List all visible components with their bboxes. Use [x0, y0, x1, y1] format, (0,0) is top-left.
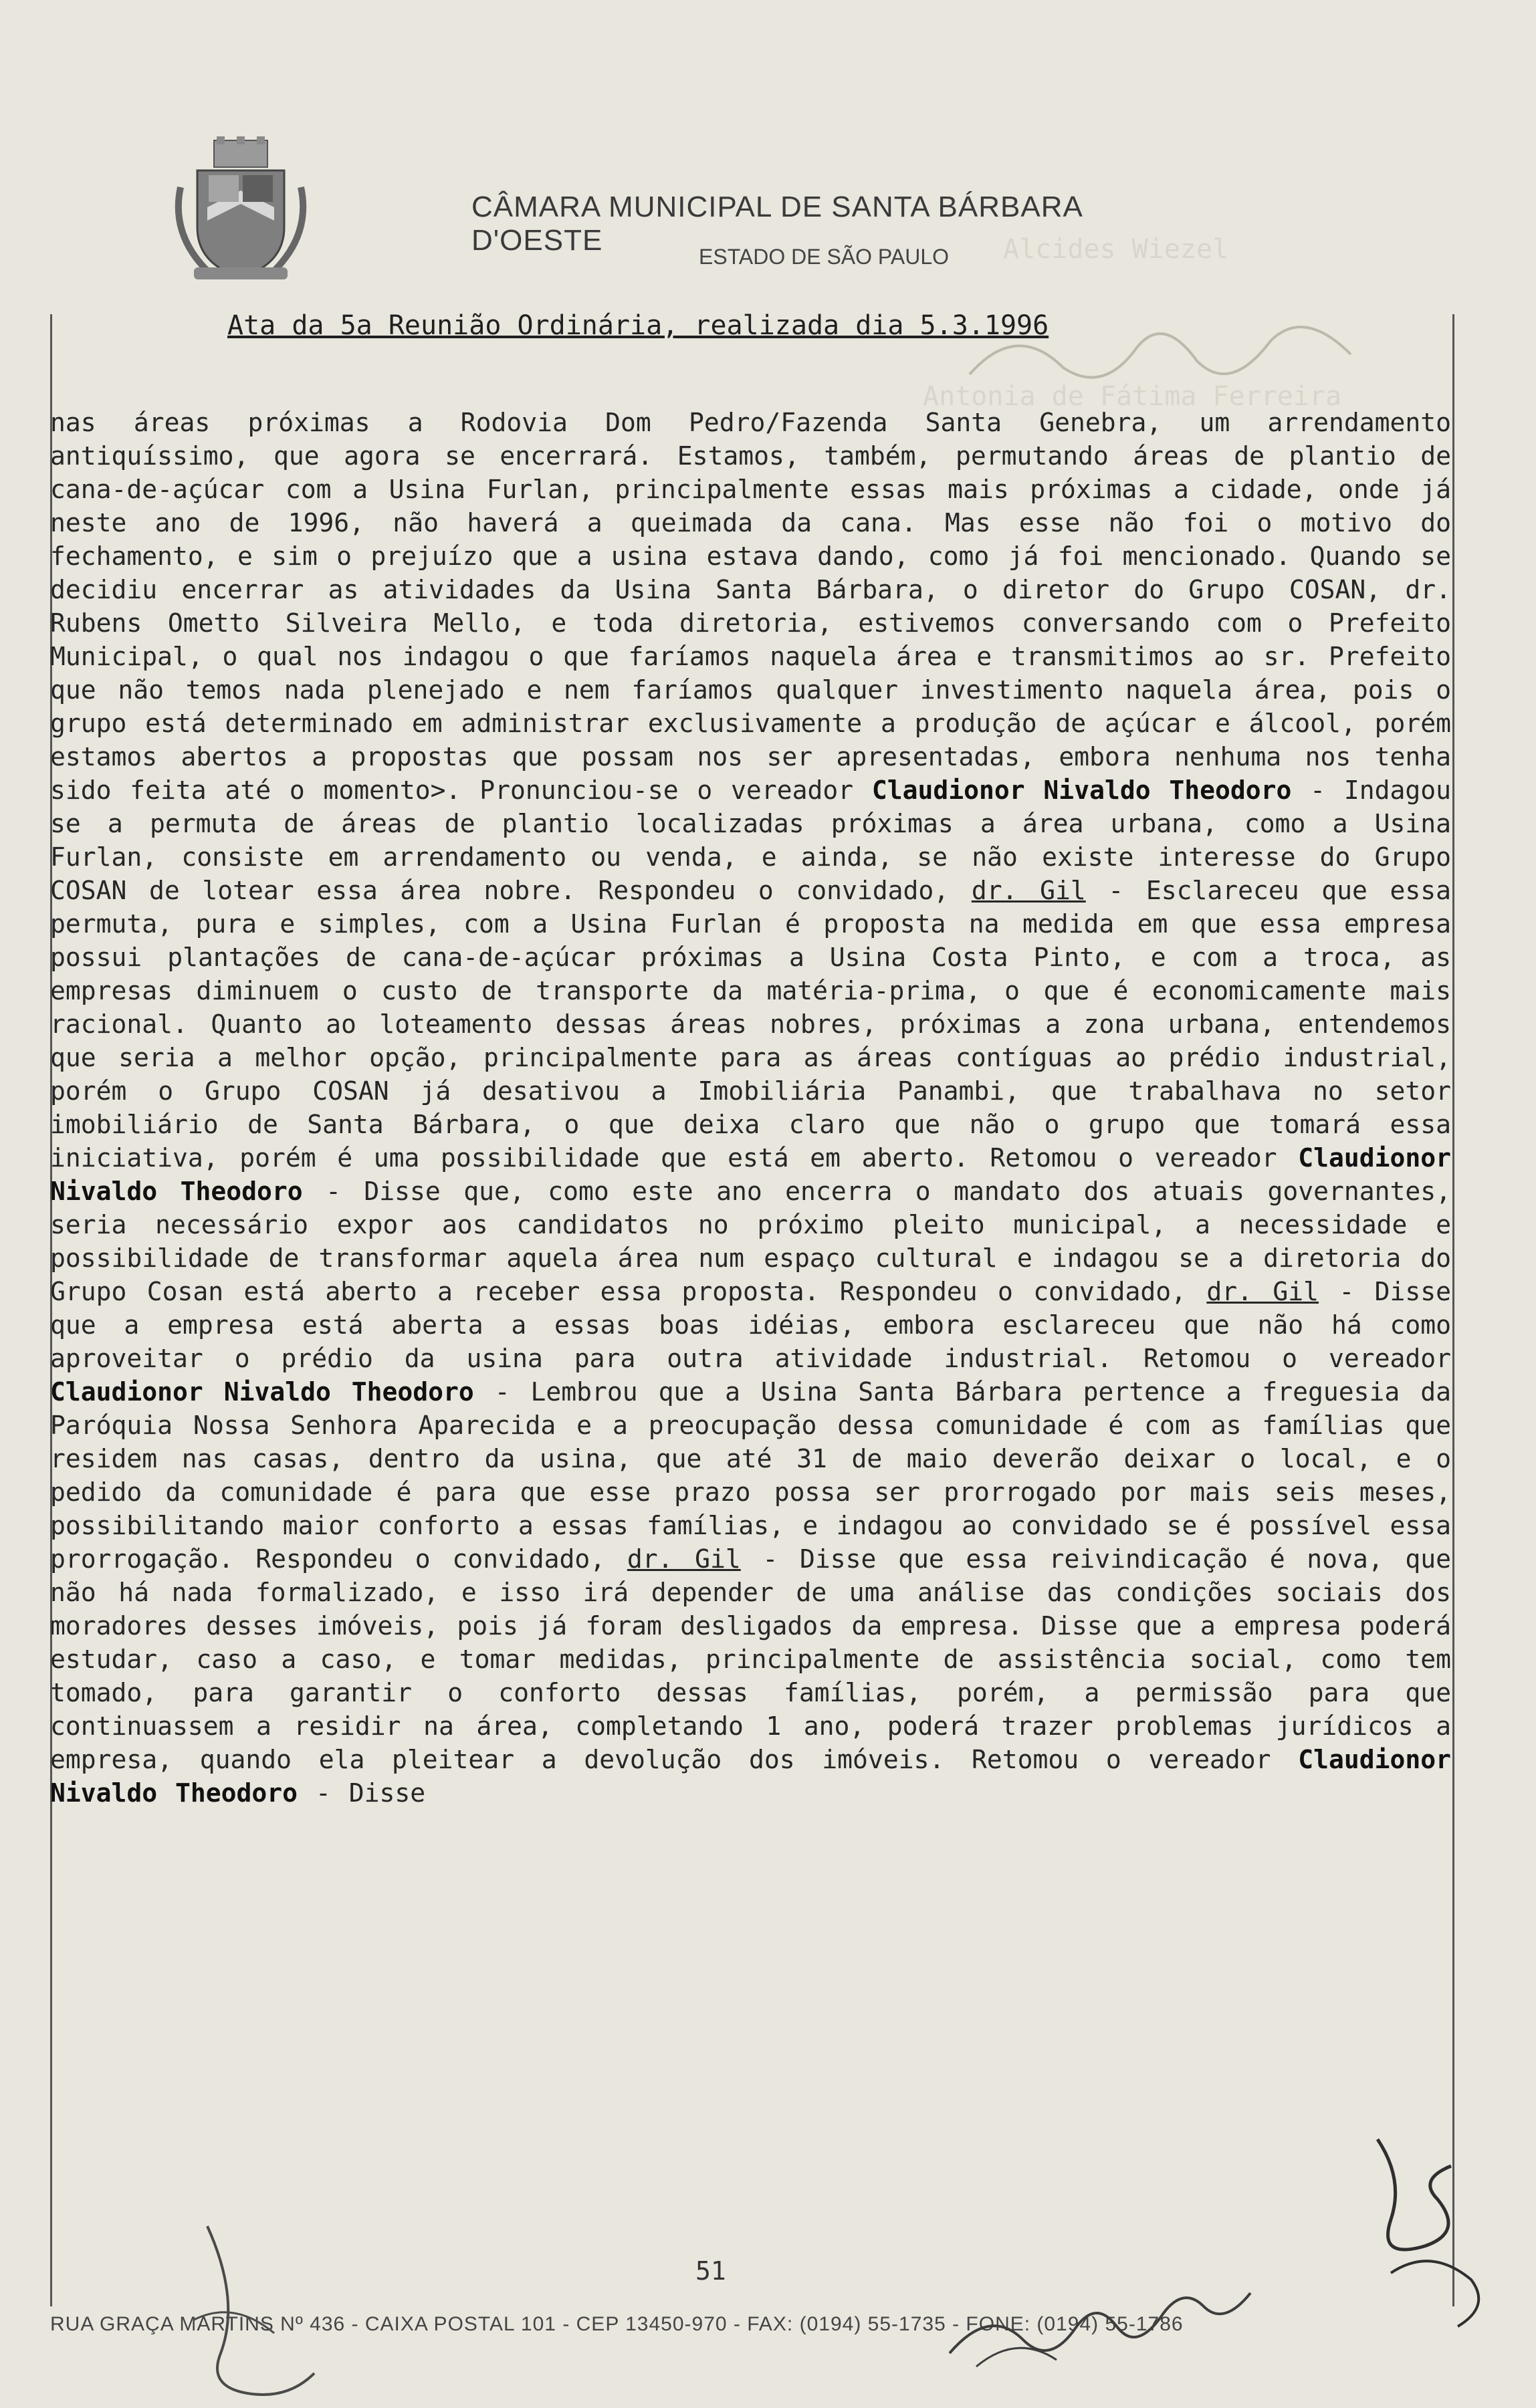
right-margin-line [1452, 314, 1454, 2306]
body-paragraph-3: - Esclareceu que essa permuta, pura e simples, com a Usina Furlan é proposta na medida em que essa empresa possui plantações de cana-de-açúcar próximas a Usina Costa Pinto, e com a troca, as empresas diminuem o custo de transporte da matéria-prima, o que é economicamente mais racional. Quanto ao loteamento dessas áreas nobres, próximas a zona urbana, entendemos que seria a melhor opção, principalmente para as áreas contíguas ao prédio industrial, porém o Grupo COSAN já desativou a Imobiliária Panambi, que trabalhava no setor imobiliário de Santa Bárbara, o que deixa claro que não o grupo que tomará essa iniciativa, porém é uma possibilidade que está em aberto. Retomou o vereador [50, 876, 1451, 1173]
speaker-name: Claudionor Nivaldo Theodoro [50, 1745, 1451, 1808]
show-through-name-1: Alcides Wiezel [1003, 234, 1229, 265]
speaker-name: Claudionor Nivaldo Theodoro [50, 1143, 1451, 1206]
body-paragraph-8: - Disse [315, 1778, 426, 1808]
speaker-name: Claudionor Nivaldo Theodoro [50, 1377, 474, 1407]
coat-of-arms-icon [167, 134, 314, 287]
body-paragraph-6: - Lembrou que a Usina Santa Bárbara pertence a freguesia da Paróquia Nossa Senhora Aparecida e a preocupação dessa comunidade é com as famílias que residem nas casas, dentro da usina, que até 31 de maio deverão deixar o local, e o pedido da comunidade é para que esse prazo possa ser prorrogado por mais seis meses, possibilitando maior conforto a essas famílias, e indagou ao convidado se é possível essa prorrogação. Respondeu o convidado, [50, 1377, 1451, 1574]
body-paragraph-2: - Indagou se a permuta de áreas de plantio localizadas próximas a área urbana, como a Usina Furlan, consiste em arrendamento ou venda, e ainda, se não existe interesse do Grupo COSAN de lotear essa área nobre. Respondeu o convidado, [50, 775, 1451, 905]
chamber-name-heading: CÂMARA MUNICIPAL DE SANTA BÁRBARA D'OESTE [471, 191, 1082, 257]
body-paragraph-5: - Disse que a empresa está aberta a essas boas idéias, embora esclareceu que não há como aproveitar o prédio da usina para outra atividade industrial. Retomou o vereador [50, 1277, 1451, 1373]
body-paragraph-7: - Disse que essa reivindicação é nova, que não há nada formalizado, e isso irá depender de uma análise das condições sociais dos moradores desses imóveis, pois já foram desligados da empresa. Disse que a empresa poderá estudar, caso a caso, e tomar medidas, principalmente de assistência social, como tem tomado, para garantir o conforto dessas famílias, porém, a permissão para que continuassem a residir na área, completando 1 ano, poderá trazer problemas jurídicos a empresa, quando ela pleitear a devolução dos imóveis. Retomou o vereador [50, 1544, 1451, 1774]
guest-name: dr. Gil [971, 876, 1086, 905]
guest-name: dr. Gil [1206, 1277, 1319, 1306]
minutes-body [50, 406, 1451, 1810]
speaker-name: Claudionor Nivaldo Theodoro [871, 775, 1292, 805]
state-subheading: ESTADO DE SÃO PAULO [699, 245, 950, 269]
guest-name: dr. Gil [627, 1544, 741, 1574]
minutes-title: Ata da 5a Reunião Ordinária, realizada dia 5.3.1996 [227, 310, 1049, 341]
page-number: 51 [695, 2256, 726, 2286]
address-footer: RUA GRAÇA MARTINS Nº 436 - CAIXA POSTAL 101 - CEP 13450-970 - FAX: (0194) 55-1735 - FONE: (0194) 55-1786 [50, 2313, 1184, 2335]
body-paragraph-4: - Disse que, como este ano encerra o mandato dos atuais governantes, seria necessário expor aos candidatos no próximo pleito municipal, a necessidade e possibilidade de transformar aquela área num espaço cultural e indagou se a diretoria do Grupo Cosan está aberto a receber essa proposta. Respondeu o convidado, [50, 1177, 1452, 1306]
body-paragraph-1: nas áreas próximas a Rodovia Dom Pedro/Fazenda Santa Genebra, um arrendamento antiquíssimo, que agora se encerrará. Estamos, também, permutando áreas de plantio de cana-de-açúcar com a Usina Furlan, principalmente essas mais próximas a cidade, onde já neste ano de 1996, não haverá a queimada da cana. Mas esse não foi o motivo do fechamento, e sim o prejuízo que a usina estava dando, como já foi mencionado. Quando se decidiu encerrar as atividades da Usina Santa Bárbara, o diretor do Grupo COSAN, dr. Rubens Ometto Silveira Mello, e toda diretoria, estivemos conversando com o Prefeito Municipal, o qual nos indagou o que faríamos naquela área e transmitimos ao sr. Prefeito que não temos nada plenejado e nem faríamos qualquer investimento naquela área, pois o grupo está determinado em administrar exclusivamente a produção de açúcar e álcool, porém estamos abertos a propostas que possam nos ser apresentadas, embora nenhuma nos tenha sido feita até o momento>. Pronunciou-se o vereador [50, 408, 1451, 805]
signature-bottom-center [936, 2226, 1284, 2380]
show-through-name-2: Antonia de Fátima Ferreira [923, 381, 1342, 412]
